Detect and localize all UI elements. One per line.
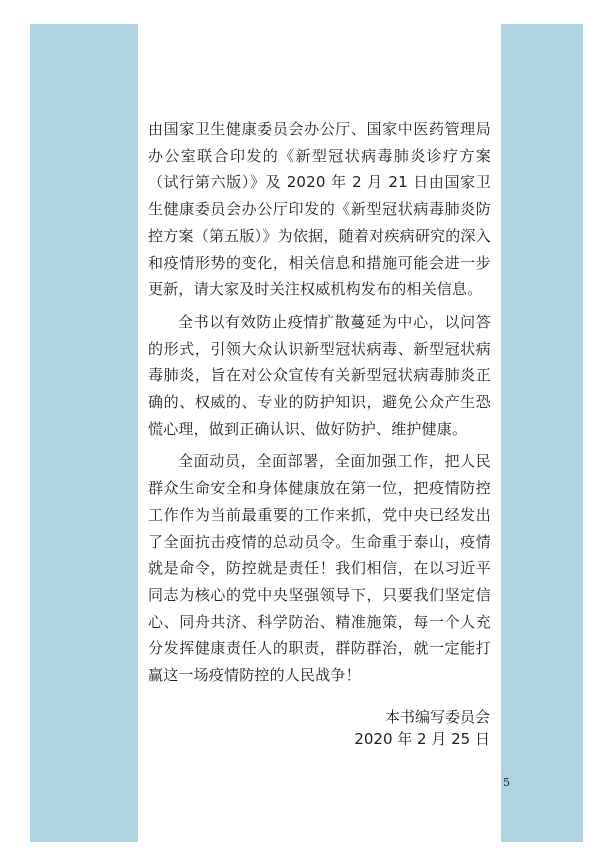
signature-organization: 本书编写委员会 bbox=[384, 708, 490, 726]
body-text bbox=[148, 116, 491, 689]
paragraph-2: 全书以有效防止疫情扩散蔓延为中心，以问答的形式，引领大众认识新型冠状病毒、新型冠状病毒肺炎，旨在对公众宣传有关新型冠状病毒肺炎正确的、权威的、专业的防护知识，避免公众产生恐慌心理，做到正确认识、做好防护、维护健康。 bbox=[148, 312, 491, 438]
signature-date: 2020 年 2 月 25 日 bbox=[354, 730, 490, 748]
left-side-band bbox=[30, 24, 138, 842]
paragraph-3: 全面动员，全面部署，全面加强工作，把人民群众生命安全和身体健康放在第一位，把疫情防控工作作为当前最重要的工作来抓，党中央已经发出了全面抗击疫情的总动员令。生命重于泰山，疫情就是命令，防控就是责任！我们相信，在以习近平同志为核心的党中央坚强领导下，只要我们坚定信心、同舟共济、科学防治、精准施策，每一个人充分发挥健康责任人的职责，群防群治，就一定能打赢这一场疫情防控的人民战争！ bbox=[148, 452, 491, 685]
page-number: 5 bbox=[503, 776, 510, 789]
right-side-band bbox=[501, 24, 583, 842]
paragraph-1: 由国家卫生健康委员会办公厅、国家中医药管理局办公室联合印发的《新型冠状病毒肺炎诊疗方案（试行第六版）》及 2020 年 2 月 21 日由国家卫生健康委员会办公厅印发的《新型冠状病毒肺炎防控方案（第五版）》为依据，随着对疾病研究的深入和疫情形势的变化，相关信息和措施可能会进一步更新，请大家及时关注权威机构发布的相关信息。 bbox=[148, 120, 491, 299]
